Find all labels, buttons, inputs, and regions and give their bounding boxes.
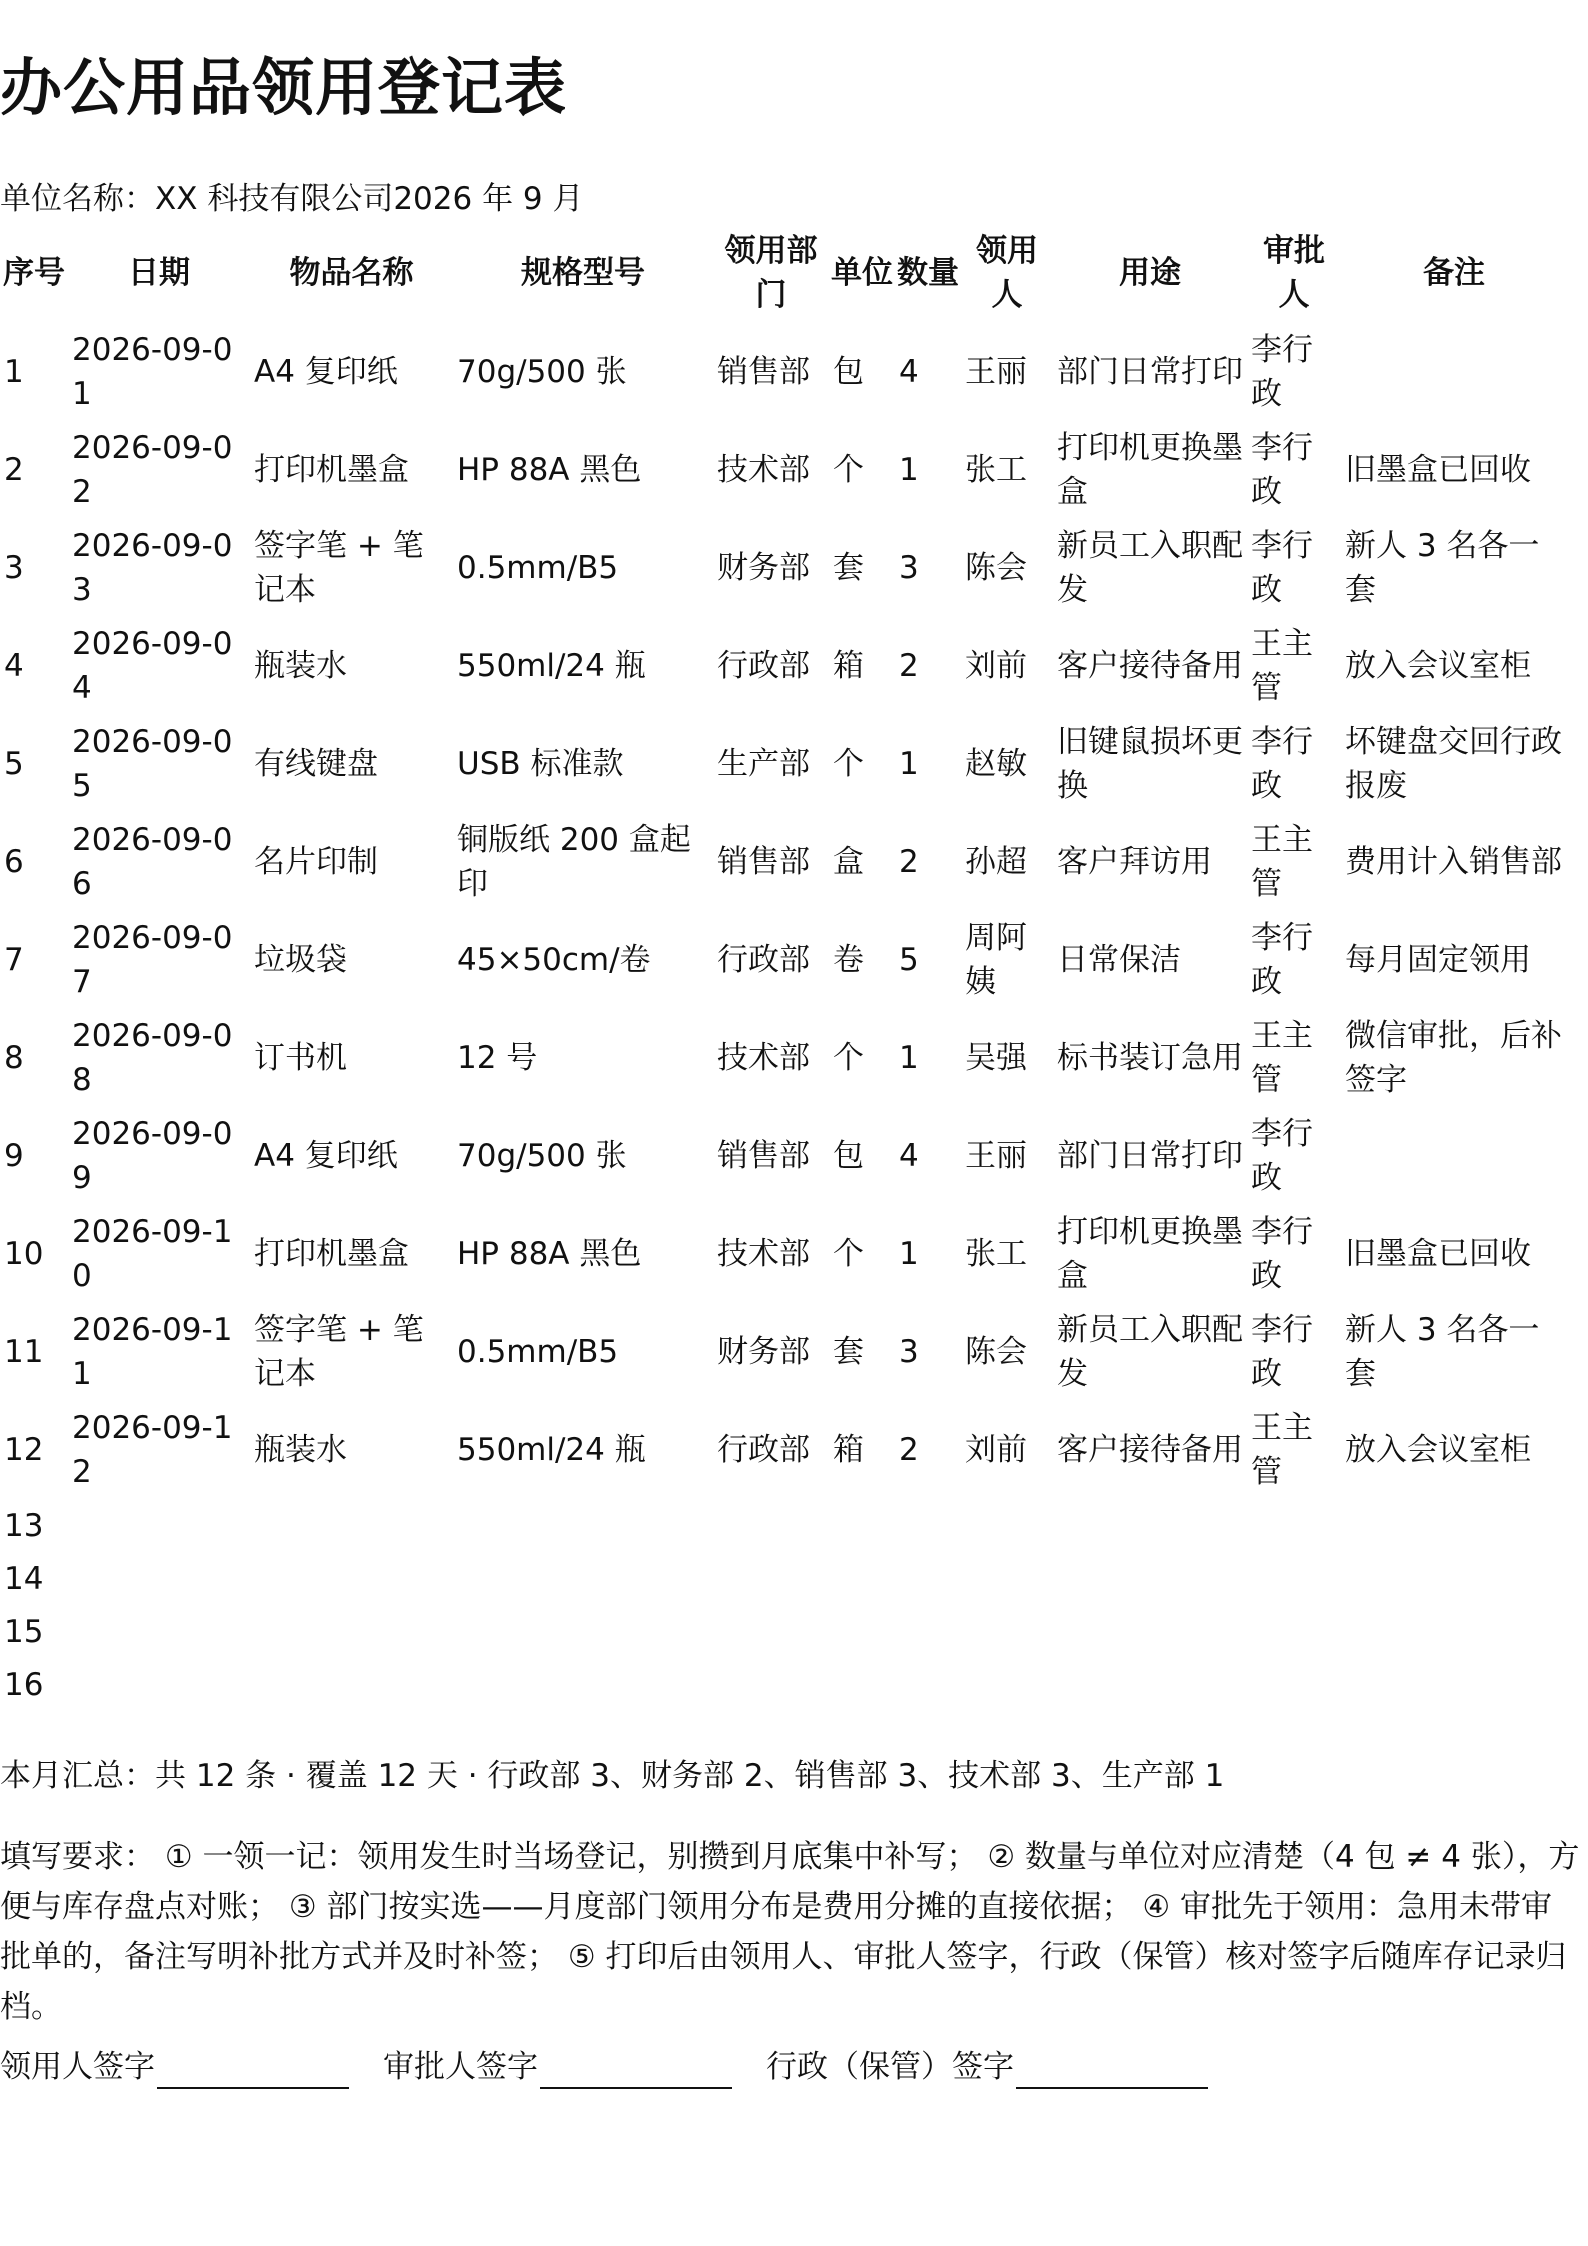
cell-quantity: 2 — [899, 1432, 919, 1468]
table-body — [0, 323, 1567, 1711]
cell-date — [68, 1605, 250, 1658]
header-item-name: 物品名称 — [289, 255, 414, 291]
cell-quantity: 4 — [899, 1138, 919, 1174]
cell-item-name — [250, 1658, 453, 1711]
requisition-table — [0, 223, 1567, 1711]
cell-spec — [453, 1552, 713, 1605]
cell-remarks: 放入会议室柜 — [1345, 648, 1531, 684]
cell-seq: 4 — [4, 648, 24, 684]
cell-approver: 李行政 — [1251, 528, 1313, 608]
cell-purpose: 新员工入职配发 — [1057, 1312, 1243, 1392]
cell-department: 销售部 — [717, 1138, 810, 1174]
cell-approver: 王主管 — [1251, 822, 1313, 902]
cell-approver: 李行政 — [1251, 1214, 1313, 1294]
cell-spec: 70g/500 张 — [457, 1138, 627, 1174]
cell-recipient — [961, 1499, 1053, 1552]
cell-unit — [829, 1552, 895, 1605]
cell-department — [713, 1658, 829, 1711]
cell-remarks: 坏键盘交回行政报废 — [1345, 724, 1562, 804]
cell-quantity: 1 — [899, 452, 919, 488]
header-recipient: 领用人 — [976, 233, 1038, 313]
table-row — [0, 1303, 1567, 1401]
cell-quantity: 2 — [899, 648, 919, 684]
cell-spec — [453, 1499, 713, 1552]
admin-signature — [766, 2045, 1208, 2089]
cell-date: 2026-09-10 — [72, 1214, 233, 1294]
cell-recipient: 吴强 — [965, 1040, 1027, 1076]
table-row — [0, 1107, 1567, 1205]
cell-spec: 550ml/24 瓶 — [457, 648, 646, 684]
cell-recipient: 陈会 — [965, 550, 1027, 586]
cell-approver: 李行政 — [1251, 430, 1313, 510]
cell-approver — [1247, 1605, 1341, 1658]
cell-item-name: 名片印制 — [254, 844, 378, 880]
cell-unit: 盒 — [833, 844, 864, 880]
cell-seq: 13 — [4, 1507, 44, 1544]
cell-item-name — [250, 1552, 453, 1605]
cell-item-name: 垃圾袋 — [254, 942, 347, 978]
cell-remarks — [1341, 1107, 1567, 1205]
cell-unit: 套 — [833, 1334, 864, 1370]
cell-recipient: 张工 — [965, 452, 1027, 488]
cell-approver: 李行政 — [1251, 1312, 1313, 1392]
table-row — [0, 1499, 1567, 1552]
cell-quantity — [895, 1658, 961, 1711]
header-date: 日期 — [128, 255, 190, 291]
cell-approver: 王主管 — [1251, 1018, 1313, 1098]
table-header-row — [0, 223, 1567, 323]
cell-unit: 包 — [833, 354, 864, 390]
cell-department — [713, 1552, 829, 1605]
cell-approver: 李行政 — [1251, 1116, 1313, 1196]
cell-recipient — [961, 1552, 1053, 1605]
cell-purpose: 打印机更换墨盒 — [1057, 1214, 1243, 1294]
cell-unit — [829, 1499, 895, 1552]
cell-item-name: A4 复印纸 — [254, 354, 398, 390]
cell-recipient: 王丽 — [965, 1138, 1027, 1174]
cell-quantity — [895, 1552, 961, 1605]
cell-quantity: 1 — [899, 746, 919, 782]
cell-approver — [1247, 1658, 1341, 1711]
cell-seq: 10 — [4, 1236, 44, 1272]
cell-unit: 箱 — [833, 648, 864, 684]
table-row — [0, 323, 1567, 421]
cell-seq: 12 — [4, 1432, 44, 1468]
cell-purpose: 旧键鼠损坏更换 — [1057, 724, 1243, 804]
cell-unit: 个 — [833, 452, 864, 488]
cell-seq: 5 — [4, 746, 24, 782]
cell-quantity: 2 — [899, 844, 919, 880]
cell-seq: 8 — [4, 1040, 24, 1076]
cell-date: 2026-09-06 — [72, 822, 233, 902]
cell-spec: USB 标准款 — [457, 746, 624, 782]
cell-remarks: 旧墨盒已回收 — [1345, 1236, 1531, 1272]
recipient-signature-line — [157, 2053, 349, 2089]
cell-date — [68, 1499, 250, 1552]
cell-quantity — [895, 1499, 961, 1552]
cell-item-name: 有线键盘 — [254, 746, 378, 782]
cell-seq: 2 — [4, 452, 24, 488]
header-seq: 序号 — [3, 255, 65, 291]
header-quantity: 数量 — [897, 255, 959, 291]
cell-department: 生产部 — [717, 746, 810, 782]
table-row — [0, 1552, 1567, 1605]
cell-item-name: 订书机 — [254, 1040, 347, 1076]
cell-remarks: 每月固定领用 — [1345, 942, 1531, 978]
cell-item-name — [250, 1499, 453, 1552]
cell-recipient: 孙超 — [965, 844, 1027, 880]
monthly-summary: 本月汇总：共 12 条 · 覆盖 12 天 · 行政部 3、财务部 2、销售部 3、技术部 3、生产部 1 — [0, 1758, 1225, 1794]
cell-spec: HP 88A 黑色 — [457, 1236, 642, 1272]
cell-recipient: 刘前 — [965, 648, 1027, 684]
cell-spec: 550ml/24 瓶 — [457, 1432, 646, 1468]
cell-quantity: 3 — [899, 550, 919, 586]
cell-recipient: 王丽 — [965, 354, 1027, 390]
cell-seq: 14 — [4, 1560, 44, 1597]
cell-seq: 6 — [4, 844, 24, 880]
cell-approver: 李行政 — [1251, 724, 1313, 804]
table-row — [0, 911, 1567, 1009]
cell-remarks: 新人 3 名各一套 — [1345, 1312, 1540, 1392]
cell-remarks: 放入会议室柜 — [1345, 1432, 1531, 1468]
unit-name-line: 单位名称：XX 科技有限公司2026 年 9 月 — [0, 181, 584, 217]
cell-purpose: 客户拜访用 — [1057, 844, 1212, 880]
cell-date: 2026-09-02 — [72, 430, 233, 510]
header-unit: 单位 — [831, 255, 893, 291]
cell-recipient: 赵敏 — [965, 746, 1027, 782]
cell-date: 2026-09-03 — [72, 528, 233, 608]
cell-purpose — [1053, 1499, 1247, 1552]
cell-item-name — [250, 1605, 453, 1658]
cell-approver: 李行政 — [1251, 920, 1313, 1000]
table-row — [0, 715, 1567, 813]
cell-item-name: 签字笔 + 笔记本 — [254, 1312, 424, 1392]
cell-approver: 王主管 — [1251, 1410, 1313, 1490]
table-row — [0, 1401, 1567, 1499]
cell-department: 销售部 — [717, 354, 810, 390]
cell-date: 2026-09-01 — [72, 332, 233, 412]
cell-department: 行政部 — [717, 1432, 810, 1468]
cell-unit: 个 — [833, 746, 864, 782]
cell-spec: 0.5mm/B5 — [457, 550, 619, 586]
filling-requirements: 填写要求： ① 一领一记：领用发生时当场登记，别攒到月底集中补写； ② 数量与单位对应清楚（4 包 ≠ 4 张），方便与库存盘点对账； ③ 部门按实选——月度部门领用分布是费用分摊的直接依据； ④ 审批先于领用：急用未带审批单的，备注写明补批方式并及时补签； ⑤ 打印后由领用人、审批人签字，行政（保管）核对签字后随库存记录归档。 — [0, 1839, 1580, 2025]
cell-approver — [1247, 1552, 1341, 1605]
cell-recipient: 周阿姨 — [965, 920, 1027, 1000]
cell-date: 2026-09-09 — [72, 1116, 233, 1196]
cell-seq: 9 — [4, 1138, 24, 1174]
cell-purpose: 客户接待备用 — [1057, 1432, 1243, 1468]
cell-spec — [453, 1658, 713, 1711]
cell-unit: 箱 — [833, 1432, 864, 1468]
cell-quantity — [895, 1605, 961, 1658]
approver-signature-line — [540, 2053, 732, 2089]
header-department: 领用部门 — [724, 233, 818, 313]
cell-seq: 15 — [4, 1613, 44, 1650]
cell-approver: 王主管 — [1251, 626, 1313, 706]
table-row — [0, 421, 1567, 519]
table-row — [0, 1009, 1567, 1107]
cell-remarks — [1341, 1552, 1567, 1605]
header-spec: 规格型号 — [521, 255, 645, 291]
header-approver: 审批人 — [1263, 233, 1325, 313]
cell-purpose: 客户接待备用 — [1057, 648, 1243, 684]
cell-unit: 包 — [833, 1138, 864, 1174]
admin-signature-label: 行政（保管）签字 — [766, 2049, 1014, 2085]
cell-department: 技术部 — [717, 1236, 810, 1272]
cell-purpose — [1053, 1658, 1247, 1711]
cell-purpose: 部门日常打印 — [1057, 354, 1243, 390]
cell-unit — [829, 1605, 895, 1658]
cell-date: 2026-09-12 — [72, 1410, 233, 1490]
cell-unit: 个 — [833, 1040, 864, 1076]
cell-seq: 3 — [4, 550, 24, 586]
cell-purpose: 日常保洁 — [1057, 942, 1181, 978]
cell-spec: 12 号 — [457, 1040, 538, 1076]
cell-purpose: 新员工入职配发 — [1057, 528, 1243, 608]
cell-department: 行政部 — [717, 648, 810, 684]
cell-remarks: 新人 3 名各一套 — [1345, 528, 1540, 608]
cell-department: 销售部 — [717, 844, 810, 880]
cell-department: 技术部 — [717, 452, 810, 488]
approver-signature-label: 审批人签字 — [383, 2049, 538, 2085]
table-row — [0, 813, 1567, 911]
cell-spec — [453, 1605, 713, 1658]
cell-department: 财务部 — [717, 1334, 810, 1370]
cell-date: 2026-09-07 — [72, 920, 233, 1000]
cell-recipient — [961, 1658, 1053, 1711]
cell-recipient: 张工 — [965, 1236, 1027, 1272]
cell-spec: 0.5mm/B5 — [457, 1334, 619, 1370]
cell-remarks — [1341, 1605, 1567, 1658]
cell-item-name: A4 复印纸 — [254, 1138, 398, 1174]
cell-recipient: 刘前 — [965, 1432, 1027, 1468]
table-row — [0, 519, 1567, 617]
cell-item-name: 签字笔 + 笔记本 — [254, 528, 424, 608]
cell-date: 2026-09-08 — [72, 1018, 233, 1098]
cell-remarks — [1341, 1658, 1567, 1711]
cell-quantity: 1 — [899, 1236, 919, 1272]
cell-seq: 7 — [4, 942, 24, 978]
table-row — [0, 1205, 1567, 1303]
cell-spec: HP 88A 黑色 — [457, 452, 642, 488]
cell-department: 技术部 — [717, 1040, 810, 1076]
cell-unit: 个 — [833, 1236, 864, 1272]
table-row — [0, 1605, 1567, 1658]
cell-date: 2026-09-05 — [72, 724, 233, 804]
recipient-signature — [0, 2045, 349, 2089]
cell-item-name: 瓶装水 — [254, 1432, 347, 1468]
cell-seq: 11 — [4, 1334, 44, 1370]
cell-item-name: 打印机墨盒 — [254, 1236, 409, 1272]
cell-date: 2026-09-11 — [72, 1312, 233, 1392]
cell-remarks: 微信审批，后补签字 — [1345, 1018, 1562, 1098]
cell-quantity: 5 — [899, 942, 919, 978]
cell-item-name: 瓶装水 — [254, 648, 347, 684]
cell-department — [713, 1605, 829, 1658]
cell-seq: 1 — [4, 354, 24, 390]
cell-approver — [1247, 1499, 1341, 1552]
cell-purpose: 打印机更换墨盒 — [1057, 430, 1243, 510]
cell-spec: 70g/500 张 — [457, 354, 627, 390]
cell-recipient: 陈会 — [965, 1334, 1027, 1370]
cell-remarks — [1341, 1499, 1567, 1552]
cell-purpose: 部门日常打印 — [1057, 1138, 1243, 1174]
cell-quantity: 4 — [899, 354, 919, 390]
signature-section — [0, 2045, 1242, 2089]
admin-signature-line — [1016, 2053, 1208, 2089]
cell-item-name: 打印机墨盒 — [254, 452, 409, 488]
cell-remarks: 费用计入销售部 — [1345, 844, 1562, 880]
cell-quantity: 1 — [899, 1040, 919, 1076]
page-title: 办公用品领用登记表 — [0, 51, 568, 124]
cell-purpose: 标书装订急用 — [1057, 1040, 1243, 1076]
cell-remarks — [1341, 323, 1567, 421]
cell-spec: 45×50cm/卷 — [457, 942, 651, 978]
cell-seq: 16 — [4, 1666, 44, 1703]
cell-department — [713, 1499, 829, 1552]
cell-spec: 铜版纸 200 盒起印 — [457, 822, 691, 902]
cell-unit — [829, 1658, 895, 1711]
cell-date — [68, 1658, 250, 1711]
cell-date — [68, 1552, 250, 1605]
cell-department: 行政部 — [717, 942, 810, 978]
cell-unit: 套 — [833, 550, 864, 586]
header-remarks: 备注 — [1423, 255, 1485, 291]
approver-signature — [383, 2045, 732, 2089]
cell-purpose — [1053, 1552, 1247, 1605]
cell-date: 2026-09-04 — [72, 626, 233, 706]
cell-department: 财务部 — [717, 550, 810, 586]
cell-unit: 卷 — [833, 942, 864, 978]
cell-purpose — [1053, 1605, 1247, 1658]
recipient-signature-label: 领用人签字 — [0, 2049, 155, 2085]
header-purpose: 用途 — [1119, 255, 1181, 291]
cell-approver: 李行政 — [1251, 332, 1313, 412]
cell-quantity: 3 — [899, 1334, 919, 1370]
cell-recipient — [961, 1605, 1053, 1658]
cell-remarks: 旧墨盒已回收 — [1345, 452, 1531, 488]
table-row — [0, 1658, 1567, 1711]
table-row — [0, 617, 1567, 715]
